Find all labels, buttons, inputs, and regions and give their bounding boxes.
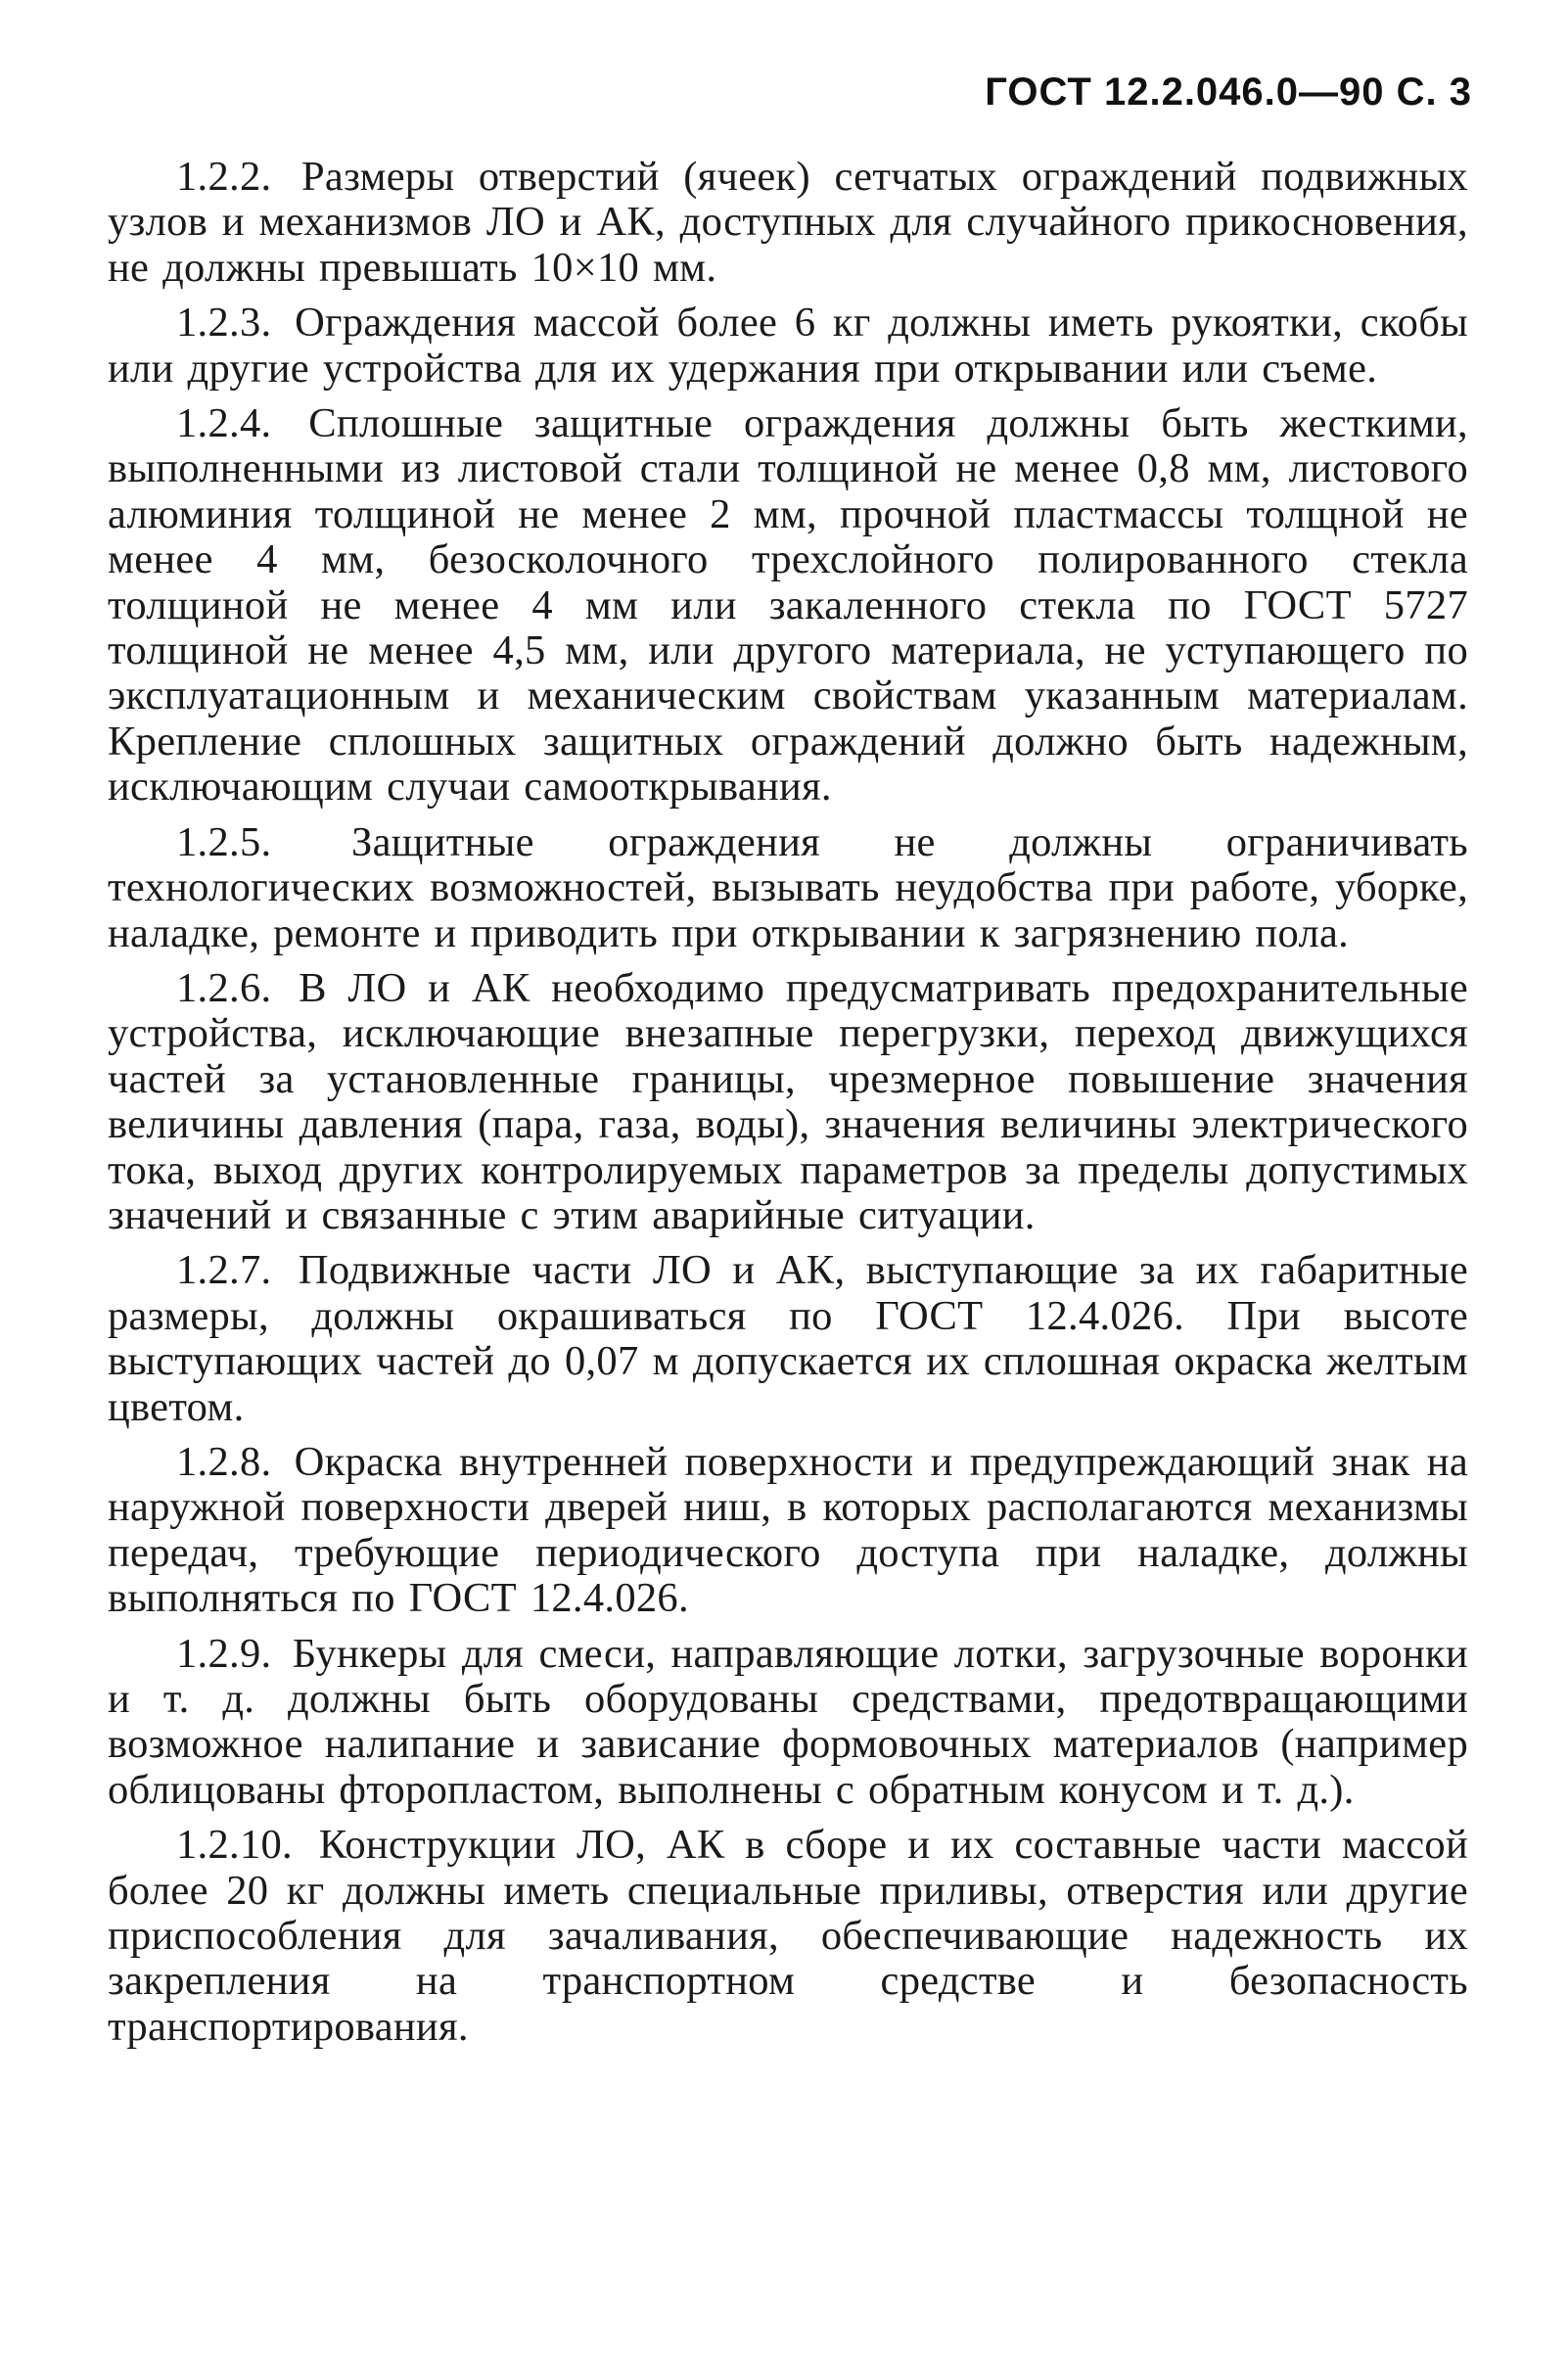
clause-1-2-9 (108, 1632, 1468, 1814)
clause-number: 1.2.9. (176, 1630, 272, 1677)
clause-1-2-3 (108, 301, 1468, 392)
clause-text: Защитные ограждения не должны ограничивать технологических возможностей, вызывать неудобства при работе, уборке, наладке, ремонте и приводить при открывании к загрязнению пола. (108, 818, 1468, 956)
clause-number: 1.2.3. (176, 300, 272, 347)
clause-1-2-8 (108, 1440, 1468, 1622)
clause-text: В ЛО и АК необходимо предусматривать предохранительные устройства, исключающие внезапные перегрузки, переход движущихся частей за установленные границы, чрезмерное повышение значения величины давления (пара, газа, воды), значения величины электрического тока, выход других контролируемых параметров за пределы допустимых значений и связанные с этим аварийные ситуации. (108, 964, 1468, 1238)
clause-text: Конструкции ЛО, АК в сборе и их составные части массой более 20 кг должны иметь специальные приливы, отверстия или другие приспособления для зачаливания, обеспечивающие надежность их закрепления на транспортном средстве и безопасность транспортирования. (108, 1822, 1468, 2050)
clause-number: 1.2.6. (176, 964, 272, 1011)
clause-1-2-10 (108, 1823, 1468, 2050)
clause-number: 1.2.4. (176, 400, 272, 447)
clause-1-2-5 (108, 820, 1468, 956)
clause-1-2-4 (108, 401, 1468, 811)
clause-text: Подвижные части ЛО и АК, выступающие за их габаритные размеры, должны окрашиваться по ГОСТ 12.4.026. При высоте выступающих частей до 0,07 м допускается их сплошная окраска желтым цветом. (108, 1247, 1468, 1430)
clause-text: Окраска внутренней поверхности и предупреждающий знак на наружной поверхности дверей ниш, в которых располагаются механизмы передач, требующие периодического доступа при наладке, должны выполняться по ГОСТ 12.4.026. (108, 1438, 1468, 1622)
document-body (108, 155, 1468, 2060)
clause-number: 1.2.7. (176, 1247, 272, 1294)
clause-1-2-2 (108, 155, 1468, 291)
clause-number: 1.2.2. (176, 154, 272, 200)
clause-text: Сплошные защитные ограждения должны быть жесткими, выполненными из листовой стали толщиной не менее 0,8 мм, листового алюминия толщиной не менее 2 мм, прочной пластмассы толщной не менее 4 мм, безосколочного трехслойного полированного стекла толщиной не менее 4 мм или закаленного стекла по ГОСТ 5727 толщиной не менее 4,5 мм, или другого материала, не уступающего по эксплуатационным и механическим свойствам указанным материалам. Крепление сплошных защитных ограждений должно быть надежным, исключающим случаи самооткрывания. (108, 400, 1468, 811)
clause-text: Бункеры для смеси, направляющие лотки, загрузочные воронки и т. д. должны быть оборудованы средствами, предотвращающими возможное налипание и зависание формовочных материалов (например облицованы фторопластом, выполнены с обратным конусом и т. д.). (108, 1630, 1468, 1813)
clause-1-2-7 (108, 1248, 1468, 1430)
clause-number: 1.2.8. (176, 1438, 272, 1485)
clause-number: 1.2.10. (176, 1822, 293, 1869)
clause-number: 1.2.5. (176, 818, 272, 865)
clause-1-2-6 (108, 966, 1468, 1238)
running-head: ГОСТ 12.2.046.0—90 С. 3 (985, 70, 1472, 114)
clause-text: Размеры отверстий (ячеек) сетчатых ограждений подвижных узлов и механизмов ЛО и АК, доступных для случайного прикосновения, не должны превышать 10×10 мм. (108, 154, 1468, 291)
clause-text: Ограждения массой более 6 кг должны иметь рукоятки, скобы или другие устройства для их удержания при открывании или съеме. (108, 300, 1468, 392)
